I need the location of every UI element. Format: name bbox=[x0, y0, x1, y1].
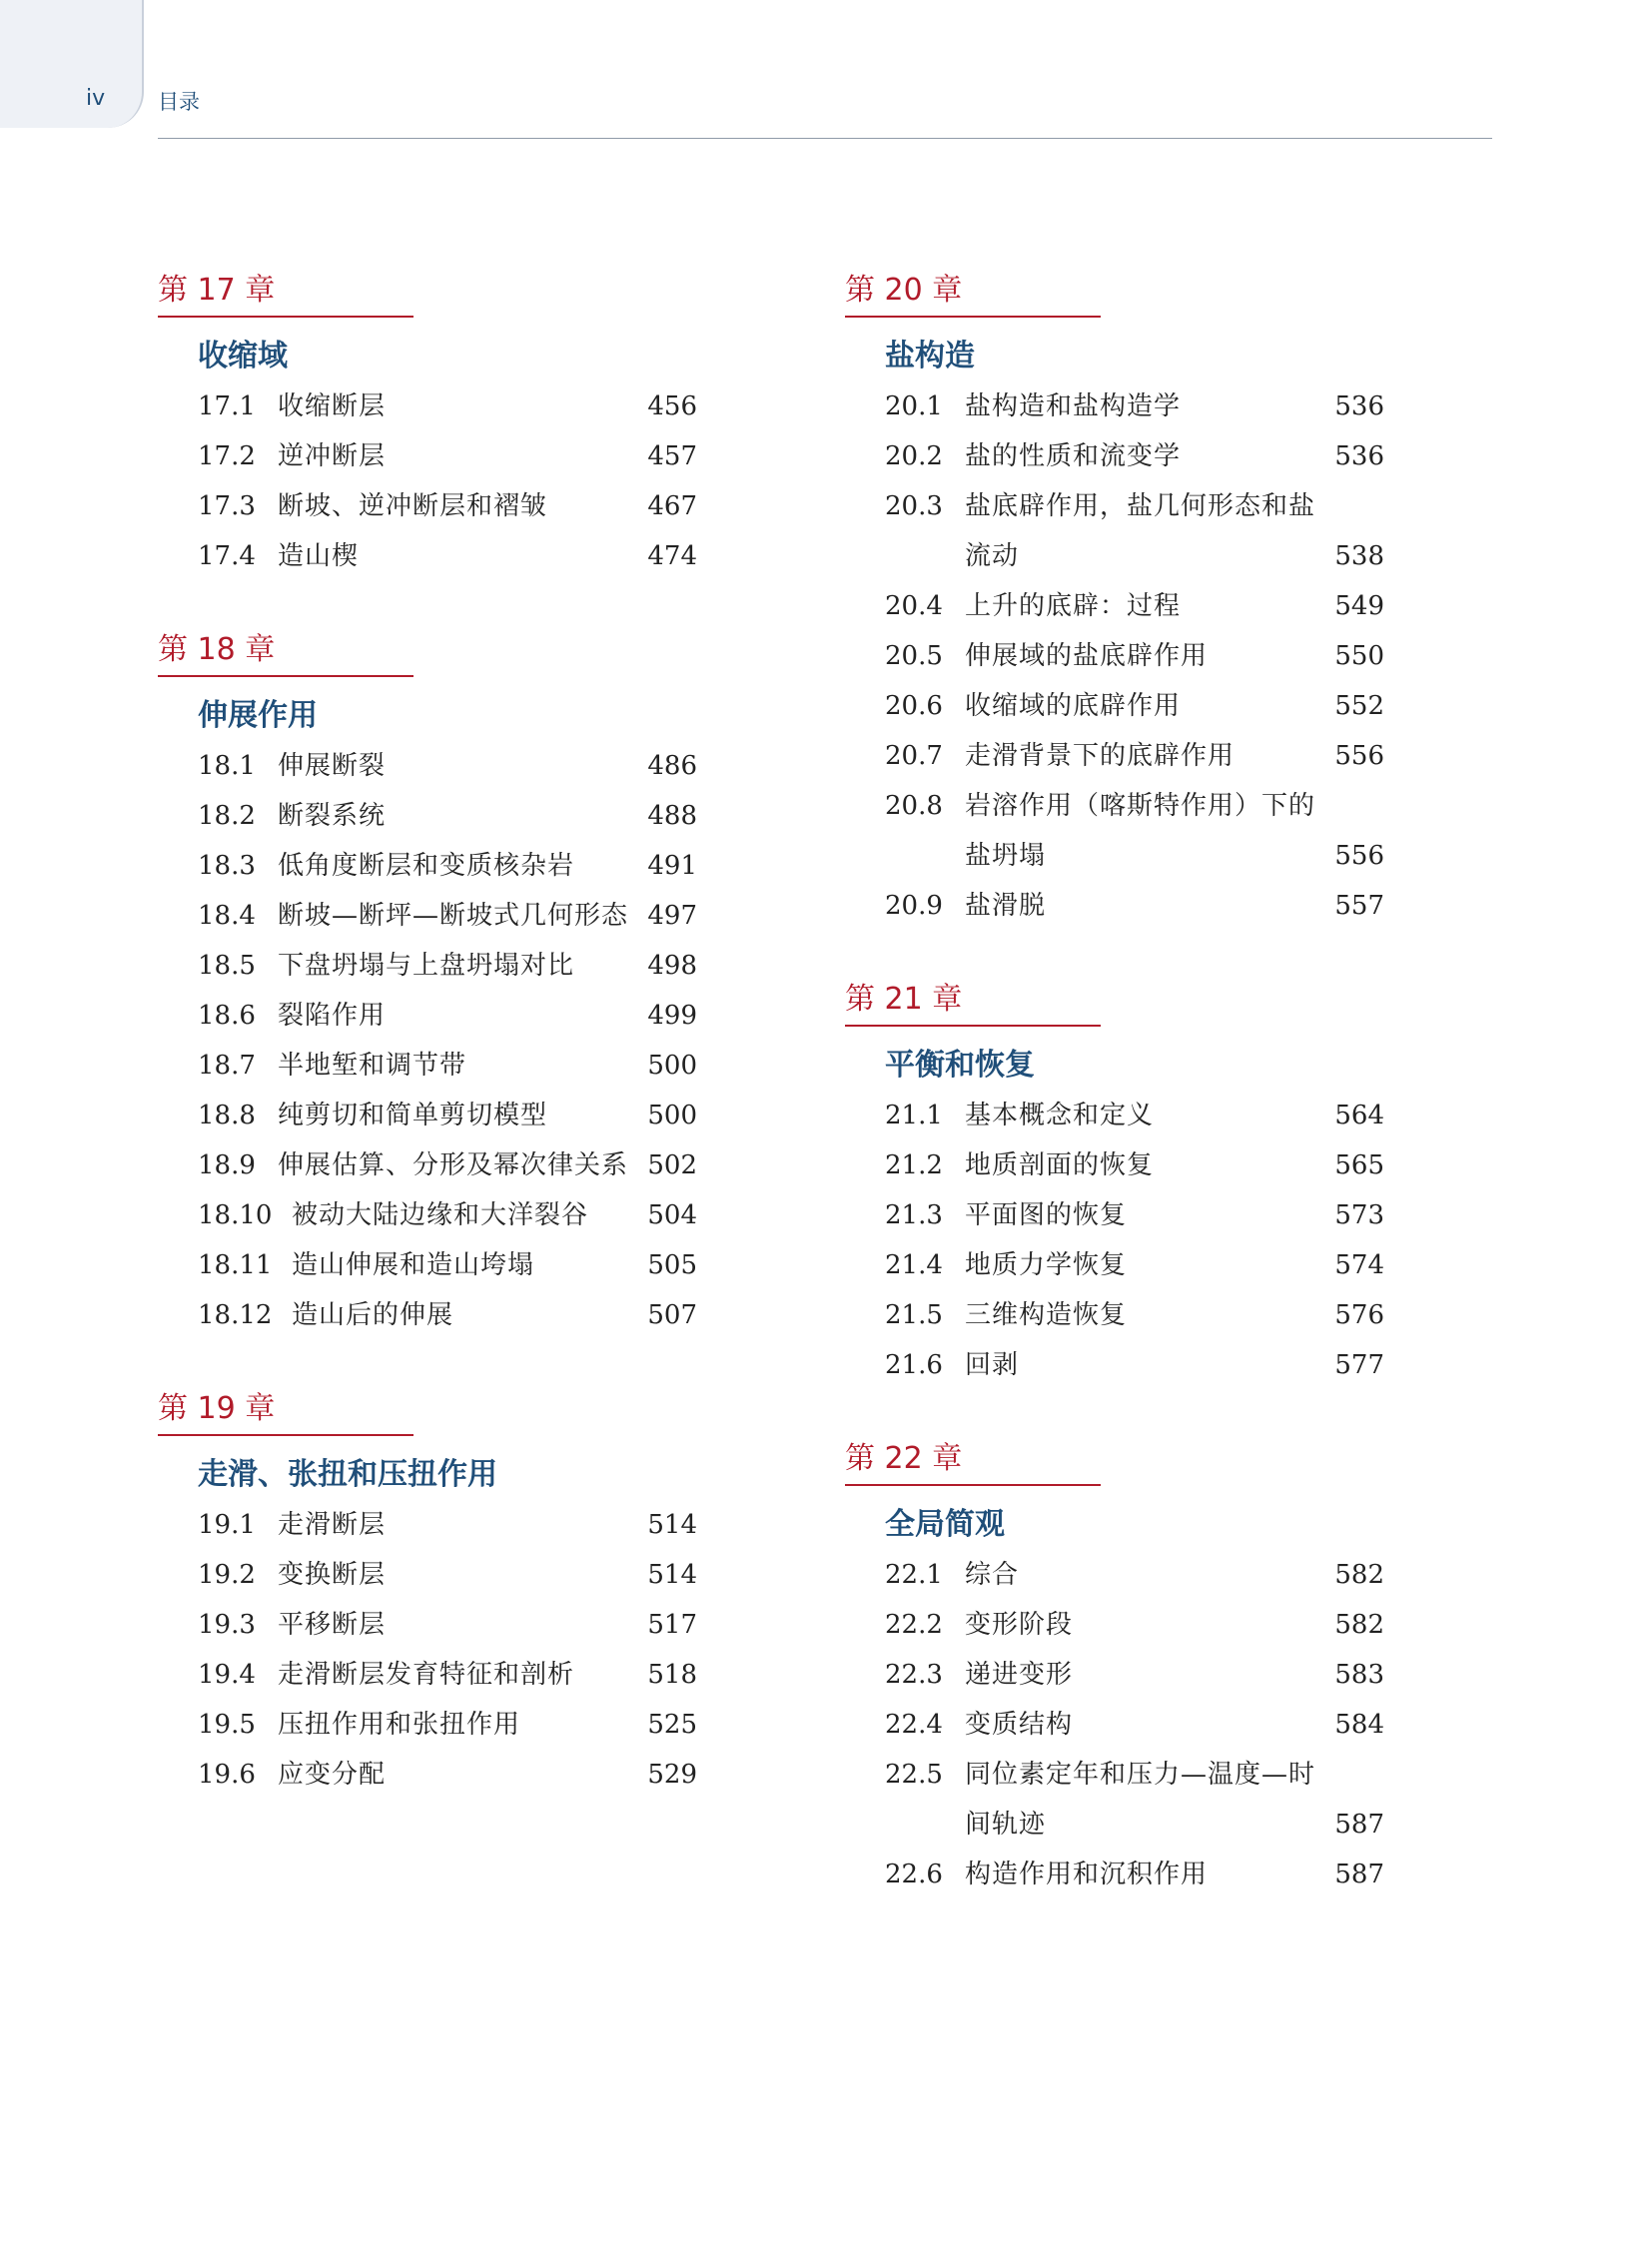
section-title: 地质力学恢复 bbox=[965, 1250, 1128, 1280]
section-title: 变换断层 bbox=[278, 1560, 387, 1590]
toc-entry[interactable] bbox=[885, 1550, 1384, 1600]
section-title: 逆冲断层 bbox=[278, 441, 387, 471]
section-number: 22.1 bbox=[885, 1560, 943, 1590]
chapter-title[interactable]: 平衡和恢复 bbox=[885, 1048, 1035, 1083]
section-title: 变形阶段 bbox=[965, 1610, 1074, 1640]
toc-column-left bbox=[158, 270, 717, 1800]
chapter-gap bbox=[845, 931, 1404, 979]
section-number: 21.1 bbox=[885, 1101, 943, 1130]
section-page-number: 529 bbox=[647, 1760, 697, 1790]
chapter-title[interactable]: 收缩域 bbox=[198, 339, 288, 374]
chapter-rule bbox=[158, 1434, 413, 1436]
toc-entry[interactable] bbox=[885, 1750, 1384, 1850]
toc-entry[interactable] bbox=[885, 1700, 1384, 1750]
section-title: 上升的底辟：过程 bbox=[965, 591, 1182, 621]
section-title: 下盘坍塌与上盘坍塌对比 bbox=[278, 951, 575, 981]
section-number: 17.4 bbox=[198, 541, 256, 571]
section-number: 21.4 bbox=[885, 1250, 943, 1280]
toc-entry[interactable] bbox=[885, 1240, 1384, 1290]
section-page-number: 498 bbox=[647, 951, 697, 981]
section-page-number: 504 bbox=[647, 1200, 697, 1230]
chapter-title[interactable]: 伸展作用 bbox=[198, 698, 318, 733]
section-page-number: 507 bbox=[647, 1300, 697, 1330]
toc-entry[interactable] bbox=[198, 741, 697, 791]
section-number: 21.3 bbox=[885, 1200, 943, 1230]
section-page-number: 584 bbox=[1334, 1710, 1384, 1740]
chapter-title[interactable]: 全局简观 bbox=[885, 1507, 1005, 1542]
chapter-label[interactable]: 第 19 章 bbox=[158, 1391, 276, 1426]
section-title: 综合 bbox=[965, 1560, 1020, 1590]
toc-entry[interactable] bbox=[885, 581, 1384, 631]
toc-entry[interactable] bbox=[198, 431, 697, 481]
section-page-number: 474 bbox=[647, 541, 697, 571]
toc-entry[interactable] bbox=[198, 1140, 697, 1190]
section-title: 伸展估算、分形及幂次律关系 bbox=[278, 1150, 629, 1180]
section-page-number: 456 bbox=[647, 391, 697, 421]
section-title: 应变分配 bbox=[278, 1760, 387, 1790]
chapter-label[interactable]: 第 17 章 bbox=[158, 273, 276, 308]
section-title: 收缩域的底辟作用 bbox=[965, 691, 1182, 721]
section-number: 22.2 bbox=[885, 1610, 943, 1640]
section-number: 19.1 bbox=[198, 1510, 256, 1540]
toc-entry[interactable] bbox=[885, 1091, 1384, 1140]
section-title: 被动大陆边缘和大洋裂谷 bbox=[292, 1200, 589, 1230]
section-title: 造山伸展和造山垮塌 bbox=[292, 1250, 535, 1280]
section-page-number: 564 bbox=[1334, 1101, 1384, 1130]
toc-entry[interactable] bbox=[885, 781, 1384, 881]
section-number: 18.9 bbox=[198, 1150, 256, 1180]
section-title: 平移断层 bbox=[278, 1610, 387, 1640]
chapter-block bbox=[158, 1388, 717, 1800]
section-number: 18.11 bbox=[198, 1250, 273, 1280]
section-title: 压扭作用和张扭作用 bbox=[278, 1710, 521, 1740]
chapter-block bbox=[158, 629, 717, 1340]
section-list bbox=[845, 1091, 1404, 1390]
section-title: 裂陷作用 bbox=[278, 1001, 387, 1031]
section-page-number: 556 bbox=[1334, 741, 1384, 771]
section-title: 岩溶作用（喀斯特作用）下的盐坍塌 bbox=[965, 791, 1316, 871]
section-page-number: 536 bbox=[1334, 391, 1384, 421]
toc-entry[interactable] bbox=[198, 1041, 697, 1091]
toc-entry[interactable] bbox=[885, 1600, 1384, 1650]
section-page-number: 576 bbox=[1334, 1300, 1384, 1330]
chapter-block bbox=[845, 270, 1404, 931]
section-number: 21.2 bbox=[885, 1150, 943, 1180]
section-title: 盐底辟作用，盐几何形态和盐流动 bbox=[965, 491, 1316, 571]
section-page-number: 486 bbox=[647, 751, 697, 781]
section-page-number: 488 bbox=[647, 801, 697, 831]
section-page-number: 467 bbox=[647, 491, 697, 521]
chapter-rule bbox=[845, 316, 1101, 318]
section-page-number: 552 bbox=[1334, 691, 1384, 721]
section-title: 盐滑脱 bbox=[965, 891, 1047, 921]
section-title: 三维构造恢复 bbox=[965, 1300, 1128, 1330]
toc-entry[interactable] bbox=[198, 1550, 697, 1600]
chapter-title[interactable]: 走滑、张扭和压扭作用 bbox=[198, 1457, 497, 1492]
chapter-gap bbox=[845, 1390, 1404, 1438]
toc-entry[interactable] bbox=[198, 791, 697, 841]
section-list bbox=[158, 381, 717, 581]
section-list bbox=[158, 741, 717, 1340]
section-page-number: 514 bbox=[647, 1560, 697, 1590]
chapter-gap bbox=[158, 1340, 717, 1388]
toc-entry[interactable] bbox=[885, 431, 1384, 481]
toc-column-right bbox=[845, 270, 1404, 1899]
section-page-number: 573 bbox=[1334, 1200, 1384, 1230]
section-number: 18.2 bbox=[198, 801, 256, 831]
section-page-number: 505 bbox=[647, 1250, 697, 1280]
section-title: 低角度断层和变质核杂岩 bbox=[278, 851, 575, 881]
section-title: 纯剪切和简单剪切模型 bbox=[278, 1101, 548, 1130]
section-page-number: 577 bbox=[1334, 1350, 1384, 1380]
section-number: 20.3 bbox=[885, 491, 943, 521]
section-title: 构造作用和沉积作用 bbox=[965, 1860, 1209, 1889]
section-title: 回剥 bbox=[965, 1350, 1020, 1380]
toc-entry[interactable] bbox=[885, 631, 1384, 681]
section-number: 18.4 bbox=[198, 901, 256, 931]
section-page-number: 514 bbox=[647, 1510, 697, 1540]
section-title: 递进变形 bbox=[965, 1660, 1074, 1690]
section-page-number: 587 bbox=[1334, 1860, 1384, 1889]
section-page-number: 565 bbox=[1334, 1150, 1384, 1180]
chapter-title[interactable]: 盐构造 bbox=[885, 339, 975, 374]
toc-entry[interactable] bbox=[198, 1650, 697, 1700]
section-title: 造山后的伸展 bbox=[292, 1300, 454, 1330]
section-page-number: 582 bbox=[1334, 1610, 1384, 1640]
section-number: 20.2 bbox=[885, 441, 943, 471]
toc-entry[interactable] bbox=[198, 531, 697, 581]
section-number: 18.1 bbox=[198, 751, 256, 781]
section-title: 同位素定年和压力—温度—时间轨迹 bbox=[965, 1760, 1316, 1840]
section-number: 18.12 bbox=[198, 1300, 273, 1330]
section-title: 收缩断层 bbox=[278, 391, 387, 421]
section-number: 20.4 bbox=[885, 591, 943, 621]
section-title: 平面图的恢复 bbox=[965, 1200, 1128, 1230]
section-number: 22.3 bbox=[885, 1660, 943, 1690]
section-number: 20.6 bbox=[885, 691, 943, 721]
toc-entry[interactable] bbox=[198, 1700, 697, 1750]
chapter-block bbox=[158, 270, 717, 581]
section-page-number: 574 bbox=[1334, 1250, 1384, 1280]
section-page-number: 550 bbox=[1334, 641, 1384, 671]
chapter-rule bbox=[158, 316, 413, 318]
section-number: 18.8 bbox=[198, 1101, 256, 1130]
section-page-number: 499 bbox=[647, 1001, 697, 1031]
section-number: 19.6 bbox=[198, 1760, 256, 1790]
toc-entry[interactable] bbox=[885, 1340, 1384, 1390]
toc-entry[interactable] bbox=[198, 991, 697, 1041]
chapter-block bbox=[845, 1438, 1404, 1899]
chapter-block bbox=[845, 979, 1404, 1390]
section-number: 22.6 bbox=[885, 1860, 943, 1889]
toc-entry[interactable] bbox=[885, 1850, 1384, 1899]
section-page-number: 536 bbox=[1334, 441, 1384, 471]
section-page-number: 557 bbox=[1334, 891, 1384, 921]
page-number: iv bbox=[86, 86, 106, 111]
section-page-number: 525 bbox=[647, 1710, 697, 1740]
section-page-number: 500 bbox=[647, 1051, 697, 1081]
toc-entry[interactable] bbox=[885, 1290, 1384, 1340]
section-number: 18.6 bbox=[198, 1001, 256, 1031]
section-page-number: 518 bbox=[647, 1660, 697, 1690]
chapter-rule bbox=[845, 1025, 1101, 1027]
section-title: 断裂系统 bbox=[278, 801, 387, 831]
toc-entry[interactable] bbox=[198, 891, 697, 941]
toc-entry[interactable] bbox=[198, 1600, 697, 1650]
toc-entry[interactable] bbox=[198, 1750, 697, 1800]
section-number: 20.7 bbox=[885, 741, 943, 771]
section-page-number: 457 bbox=[647, 441, 697, 471]
chapter-label[interactable]: 第 22 章 bbox=[845, 1441, 963, 1476]
section-number: 17.2 bbox=[198, 441, 256, 471]
section-title: 走滑断层发育特征和剖析 bbox=[278, 1660, 575, 1690]
section-page-number: 549 bbox=[1334, 591, 1384, 621]
section-title: 走滑背景下的底辟作用 bbox=[965, 741, 1236, 771]
section-number: 19.3 bbox=[198, 1610, 256, 1640]
section-number: 20.9 bbox=[885, 891, 943, 921]
toc-entry[interactable] bbox=[885, 731, 1384, 781]
section-title: 伸展域的盐底辟作用 bbox=[965, 641, 1209, 671]
toc-entry[interactable] bbox=[885, 1140, 1384, 1190]
section-number: 17.1 bbox=[198, 391, 256, 421]
section-title: 变质结构 bbox=[965, 1710, 1074, 1740]
section-title: 断坡、逆冲断层和褶皱 bbox=[278, 491, 548, 521]
section-page-number: 582 bbox=[1334, 1560, 1384, 1590]
section-page-number: 497 bbox=[647, 901, 697, 931]
running-title: 目录 bbox=[158, 90, 200, 114]
section-number: 19.2 bbox=[198, 1560, 256, 1590]
section-page-number: 500 bbox=[647, 1101, 697, 1130]
toc-entry[interactable] bbox=[198, 1091, 697, 1140]
section-list bbox=[845, 1550, 1404, 1899]
section-number: 18.3 bbox=[198, 851, 256, 881]
section-page-number: 583 bbox=[1334, 1660, 1384, 1690]
section-number: 19.4 bbox=[198, 1660, 256, 1690]
section-number: 20.8 bbox=[885, 791, 943, 821]
section-page-number: 538 bbox=[1334, 541, 1384, 571]
section-title: 地质剖面的恢复 bbox=[965, 1150, 1155, 1180]
toc-entry[interactable] bbox=[198, 381, 697, 431]
section-page-number: 491 bbox=[647, 851, 697, 881]
toc-entry[interactable] bbox=[885, 681, 1384, 731]
section-title: 半地堑和调节带 bbox=[278, 1051, 467, 1081]
section-number: 22.4 bbox=[885, 1710, 943, 1740]
section-number: 17.3 bbox=[198, 491, 256, 521]
section-number: 18.5 bbox=[198, 951, 256, 981]
toc-entry[interactable] bbox=[885, 1190, 1384, 1240]
page-corner-tab bbox=[0, 0, 144, 128]
section-page-number: 556 bbox=[1334, 841, 1384, 871]
section-number: 19.5 bbox=[198, 1710, 256, 1740]
section-title: 盐构造和盐构造学 bbox=[965, 391, 1182, 421]
section-title: 断坡—断坪—断坡式几何形态 bbox=[278, 901, 629, 931]
section-list bbox=[158, 1500, 717, 1800]
section-number: 21.6 bbox=[885, 1350, 943, 1380]
section-page-number: 517 bbox=[647, 1610, 697, 1640]
section-number: 21.5 bbox=[885, 1300, 943, 1330]
toc-entry[interactable] bbox=[885, 1650, 1384, 1700]
toc-entry[interactable] bbox=[198, 481, 697, 531]
section-title: 造山楔 bbox=[278, 541, 360, 571]
section-title: 盐的性质和流变学 bbox=[965, 441, 1182, 471]
chapter-label[interactable]: 第 20 章 bbox=[845, 273, 963, 308]
section-number: 18.10 bbox=[198, 1200, 273, 1230]
toc-entry[interactable] bbox=[198, 1500, 697, 1550]
toc-entry[interactable] bbox=[198, 841, 697, 891]
chapter-rule bbox=[158, 675, 413, 677]
section-number: 20.1 bbox=[885, 391, 943, 421]
toc-entry[interactable] bbox=[198, 1190, 697, 1240]
toc-entry[interactable] bbox=[198, 941, 697, 991]
toc-entry[interactable] bbox=[885, 881, 1384, 931]
chapter-label[interactable]: 第 18 章 bbox=[158, 632, 276, 667]
header-divider bbox=[158, 138, 1492, 139]
section-number: 22.5 bbox=[885, 1760, 943, 1790]
toc-entry[interactable] bbox=[198, 1290, 697, 1340]
section-title: 基本概念和定义 bbox=[965, 1101, 1155, 1130]
toc-entry[interactable] bbox=[885, 381, 1384, 431]
toc-entry[interactable] bbox=[885, 481, 1384, 581]
section-title: 走滑断层 bbox=[278, 1510, 387, 1540]
section-page-number: 587 bbox=[1334, 1810, 1384, 1840]
section-list bbox=[845, 381, 1404, 931]
section-page-number: 502 bbox=[647, 1150, 697, 1180]
chapter-rule bbox=[845, 1484, 1101, 1486]
toc-entry[interactable] bbox=[198, 1240, 697, 1290]
section-number: 18.7 bbox=[198, 1051, 256, 1081]
chapter-gap bbox=[158, 581, 717, 629]
section-title: 伸展断裂 bbox=[278, 751, 387, 781]
section-number: 20.5 bbox=[885, 641, 943, 671]
chapter-label[interactable]: 第 21 章 bbox=[845, 982, 963, 1017]
